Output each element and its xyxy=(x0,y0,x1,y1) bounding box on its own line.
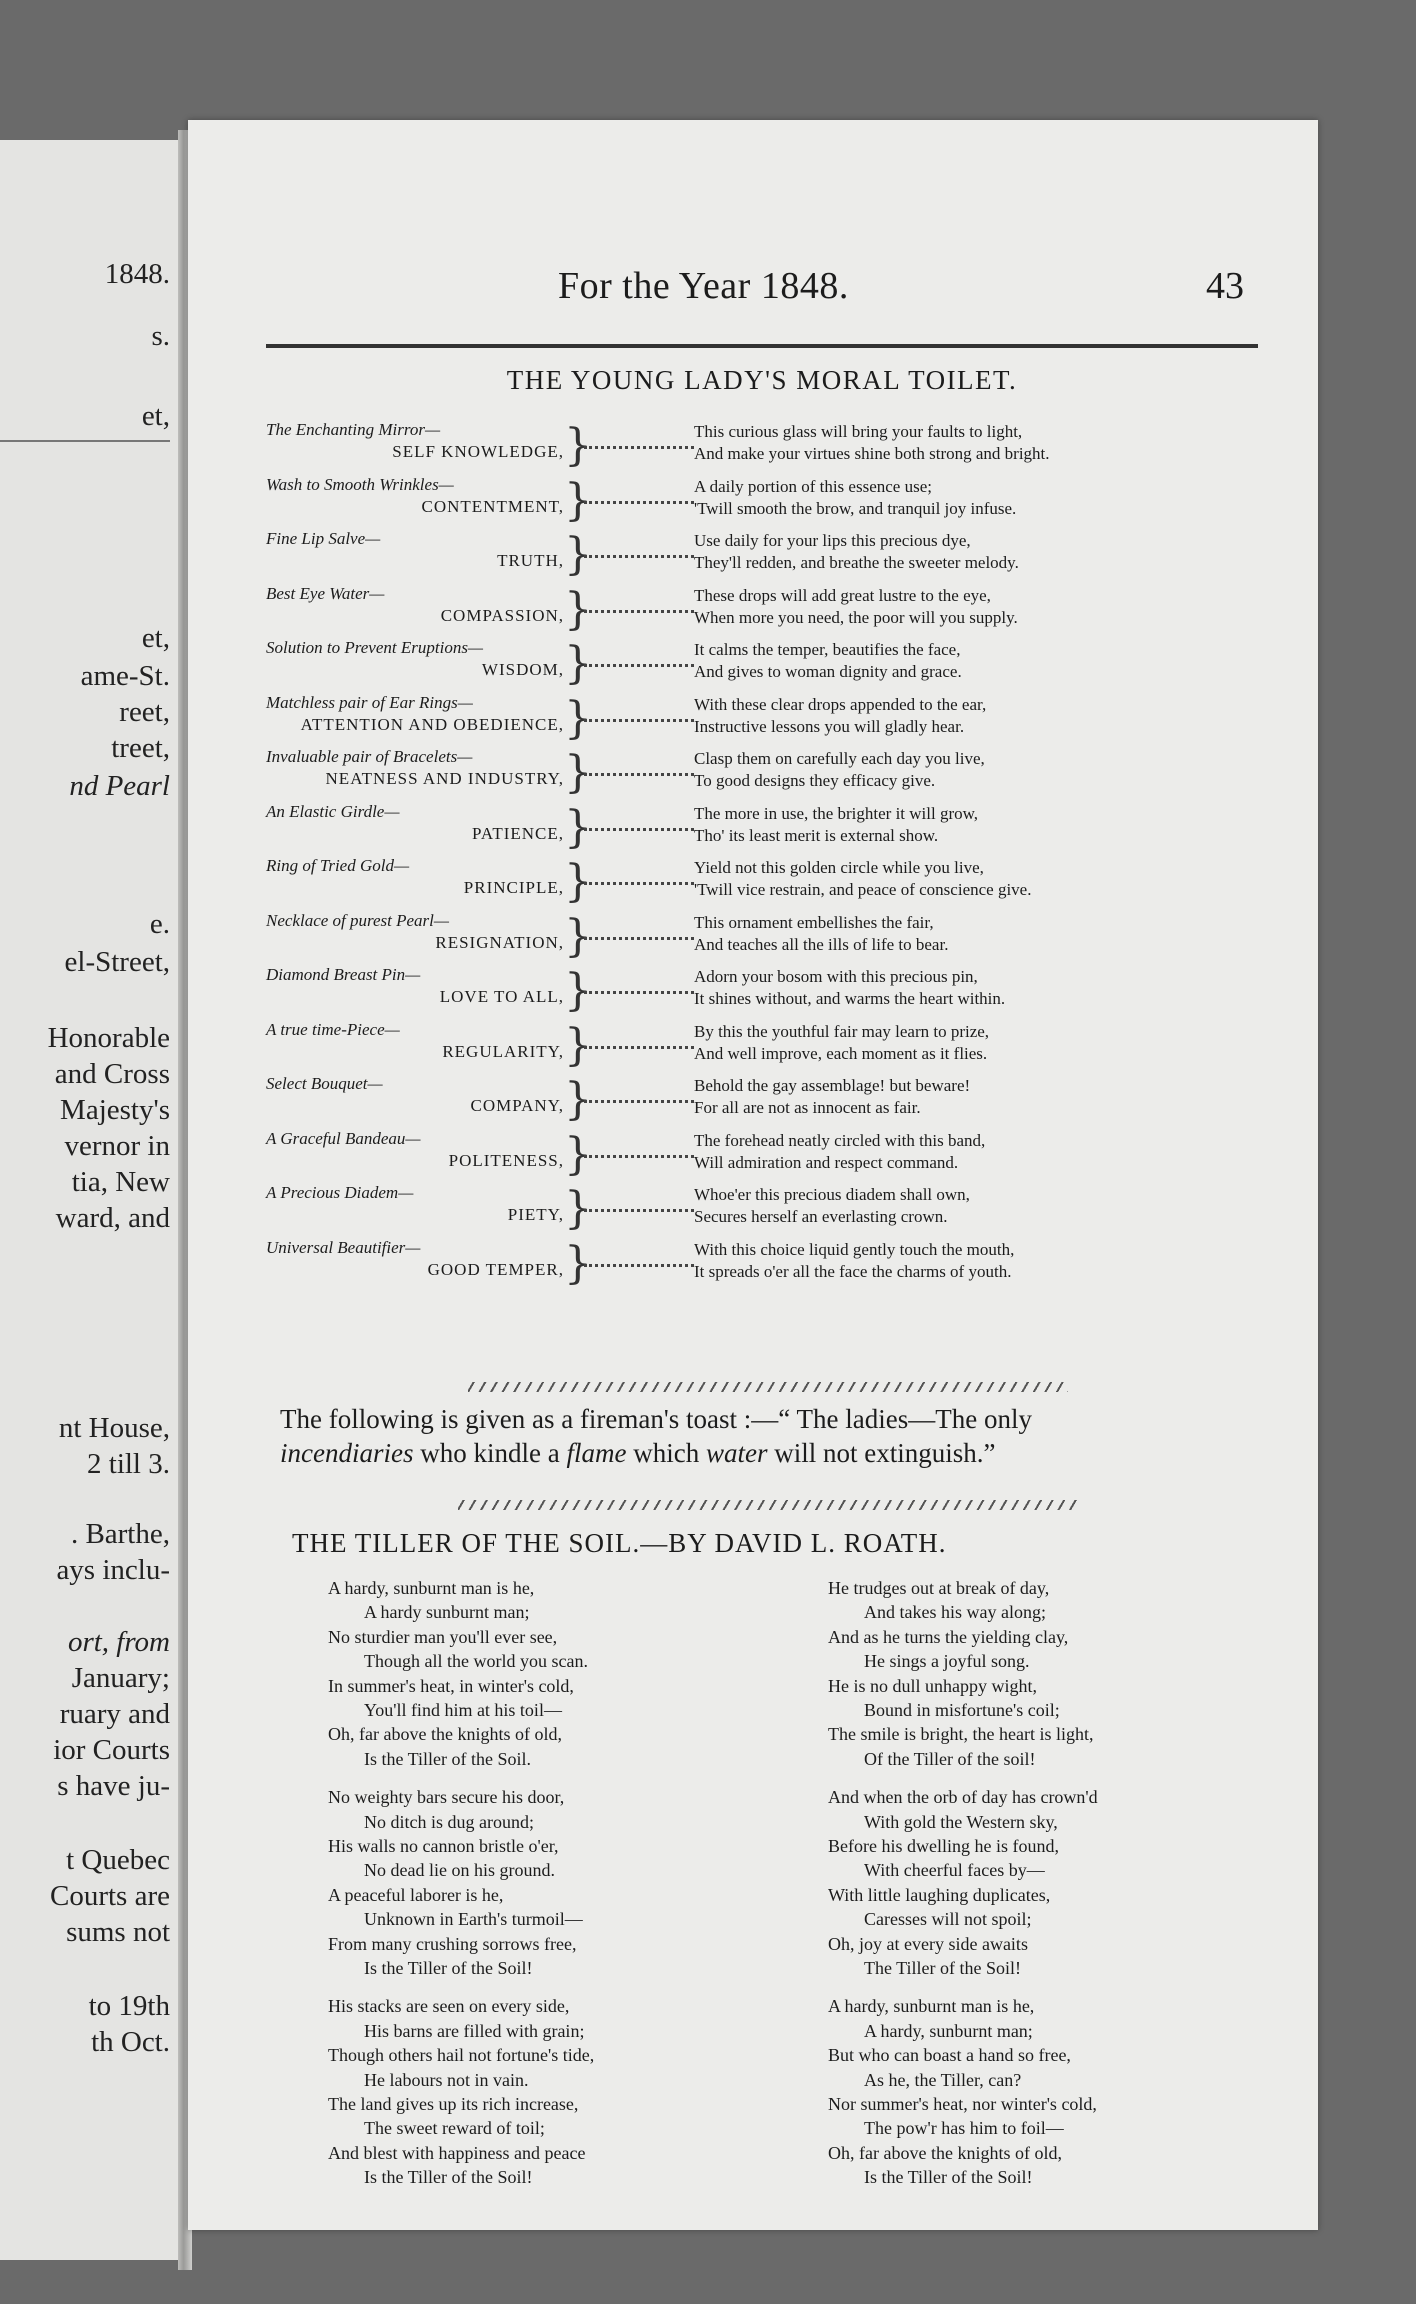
toilet-item-verse-2: Instructive lessons you will gladly hear. xyxy=(694,716,965,736)
dot-leader xyxy=(584,937,694,942)
toilet-item-virtue: PATIENCE, xyxy=(472,823,564,843)
facing-page-text: and Cross xyxy=(54,1058,170,1090)
toilet-item-verse-1: Behold the gay assemblage! but beware! xyxy=(694,1076,971,1095)
toilet-title: THE YOUNG LADY'S MORAL TOILET. xyxy=(506,365,1018,395)
toilet-item-verse-1: The more in use, the brighter it will grow, xyxy=(694,803,979,823)
toilet-item-virtue: TRUTH, xyxy=(497,551,564,570)
facing-page-text: 2 till 3. xyxy=(87,1448,170,1480)
toilet-item-virtue: ATTENTION AND OBEDIENCE, xyxy=(300,714,564,734)
facing-page-text: treet, xyxy=(111,732,170,764)
toilet-item-label: Universal Beautifier— xyxy=(266,1237,421,1257)
facing-page-text: January; xyxy=(71,1662,170,1694)
poem-line: He trudges out at break of day, xyxy=(828,1578,1050,1598)
toilet-item-verse-1: Yield not this golden circle while you live, xyxy=(694,858,984,877)
toilet-item-verse-2: And well improve, each moment as it flies. xyxy=(694,1043,988,1063)
toilet-item-verse-2: For all are not as innocent as fair. xyxy=(694,1098,921,1117)
facing-page-text: et, xyxy=(141,622,170,654)
dot-leader xyxy=(584,1155,694,1160)
facing-page-text: Majesty's xyxy=(60,1094,170,1126)
poem-line: The sweet reward of toil; xyxy=(364,2118,545,2139)
toast-which: which xyxy=(626,1438,706,1468)
dot-leader xyxy=(584,446,694,451)
wavy-divider-2 xyxy=(458,1500,1078,1510)
toilet-item-verse-1: This ornament embellishes the fair, xyxy=(694,912,934,932)
facing-page-text: . Barthe, xyxy=(70,1518,170,1550)
toilet-item-label: A true time-Piece— xyxy=(266,1019,400,1039)
toilet-item-label: Wash to Smooth Wrinkles— xyxy=(266,474,454,494)
dot-leader xyxy=(584,1209,694,1214)
brace-glyph: } xyxy=(564,692,592,744)
toilet-item xyxy=(266,1020,1276,1074)
facing-page-text: Courts are xyxy=(50,1880,170,1912)
poem-line: And takes his way along; xyxy=(864,1602,1046,1623)
toilet-item xyxy=(266,529,1276,583)
poem-line: The pow'r has him to foil— xyxy=(864,2118,1064,2139)
toilet-item-label: A Graceful Bandeau— xyxy=(266,1128,421,1148)
facing-page-text: ame-St. xyxy=(80,660,170,692)
toilet-item xyxy=(266,802,1276,856)
toilet-item-virtue: POLITENESS, xyxy=(448,1150,564,1170)
toilet-item-label: Ring of Tried Gold— xyxy=(266,856,410,875)
brace-glyph: } xyxy=(564,1074,592,1125)
toast-water: water xyxy=(705,1438,768,1468)
fireman-toast xyxy=(280,1402,1280,1470)
brace-glyph: } xyxy=(564,965,592,1016)
wavy-divider xyxy=(468,1382,1068,1392)
toilet-item-virtue: CONTENTMENT, xyxy=(421,496,564,516)
dot-leader xyxy=(584,501,694,506)
brace-glyph: } xyxy=(564,529,592,580)
poem-line: His barns are filled with grain; xyxy=(364,2020,585,2041)
facing-page-text: e. xyxy=(149,908,170,940)
dot-leader xyxy=(584,610,694,615)
facing-page-text: ruary and xyxy=(59,1698,170,1730)
toilet-item-virtue: WISDOM, xyxy=(481,660,564,679)
poem-line: He is no dull unhappy wight, xyxy=(828,1675,1037,1696)
brace-glyph: } xyxy=(564,801,592,853)
header-rule xyxy=(266,344,1258,348)
toilet-item xyxy=(266,856,1276,910)
page-number: 43 xyxy=(1206,265,1244,307)
toast-incendiaries: incendiaries xyxy=(280,1438,414,1468)
toilet-item xyxy=(266,1183,1276,1237)
page-43 xyxy=(188,120,1318,2230)
poem-line: In summer's heat, in winter's cold, xyxy=(328,1675,574,1696)
poem-line: Oh, joy at every side awaits xyxy=(828,1933,1028,1954)
poem-line: You'll find him at his toil— xyxy=(364,1700,562,1720)
poem-line: Of the Tiller of the soil! xyxy=(864,1748,1036,1769)
toilet-item xyxy=(266,693,1276,747)
toilet-item xyxy=(266,638,1276,692)
toilet-item-verse-1: Whoe'er this precious diadem shall own, xyxy=(694,1185,970,1204)
toilet-item-virtue: RESIGNATION, xyxy=(435,932,564,952)
toilet-item-verse-1: With this choice liquid gently touch the mouth, xyxy=(694,1239,1015,1259)
toilet-item-label: An Elastic Girdle— xyxy=(266,801,400,821)
poem-line: No ditch is dug around; xyxy=(364,1811,534,1832)
toilet-item-verse-1: A daily portion of this essence use; xyxy=(694,476,932,496)
toilet-item-verse-2: And gives to woman dignity and grace. xyxy=(694,662,962,681)
poem-line: Is the Tiller of the Soil! xyxy=(364,1958,533,1978)
toilet-item-verse-2: 'Twill vice restrain, and peace of conscience give. xyxy=(694,880,1032,899)
toilet-item-virtue: GOOD TEMPER, xyxy=(427,1259,564,1279)
brace-glyph: } xyxy=(564,420,592,471)
dot-leader xyxy=(584,882,694,887)
toilet-item-verse-2: And teaches all the ills of life to bear. xyxy=(694,934,949,954)
poem-line: Bound in misfortune's coil; xyxy=(864,1700,1060,1720)
poem-line: His stacks are seen on every side, xyxy=(328,1996,570,2017)
toilet-item-virtue: SELF KNOWLEDGE, xyxy=(392,442,564,461)
poem-line: Oh, far above the knights of old, xyxy=(828,2142,1062,2163)
facing-page-text: vernor in xyxy=(64,1130,170,1162)
dot-leader xyxy=(584,1046,694,1051)
dot-leader xyxy=(584,773,694,778)
poem-line: No dead lie on his ground. xyxy=(364,1860,555,1881)
toilet-item-verse-2: 'Twill smooth the brow, and tranquil joy infuse. xyxy=(694,498,1017,518)
facing-page-text: ior Courts xyxy=(53,1734,170,1766)
poem-line: His walls no cannon bristle o'er, xyxy=(328,1836,559,1856)
toilet-item xyxy=(266,420,1276,474)
toilet-item-label: Best Eye Water— xyxy=(266,583,385,603)
poem-line: Though others hail not fortune's tide, xyxy=(328,2045,595,2066)
poem-line: No sturdier man you'll ever see, xyxy=(328,1626,558,1647)
poem-line: Before his dwelling he is found, xyxy=(828,1836,1059,1856)
toilet-item xyxy=(266,911,1276,965)
toilet-item-verse-2: When more you need, the poor will you supply. xyxy=(694,607,1018,627)
facing-page-fragment xyxy=(0,140,178,2260)
facing-page-text: th Oct. xyxy=(91,2026,170,2058)
brace-glyph: } xyxy=(564,1128,592,1180)
poem-line: A hardy sunburnt man; xyxy=(364,1602,530,1623)
poem-line: And when the orb of day has crown'd xyxy=(828,1787,1098,1808)
toilet-item-verse-2: They'll redden, and breathe the sweeter melody. xyxy=(694,553,1019,572)
toilet-item xyxy=(266,1238,1276,1292)
poem-line: A hardy, sunburnt man is he, xyxy=(328,1578,535,1598)
toilet-item-label: Fine Lip Salve— xyxy=(266,529,381,548)
poem-line: Oh, far above the knights of old, xyxy=(328,1724,562,1745)
toilet-item xyxy=(266,1074,1276,1128)
facing-page-text: ward, and xyxy=(55,1202,170,1234)
poem-line: Unknown in Earth's turmoil— xyxy=(364,1909,583,1930)
dot-leader xyxy=(584,719,694,724)
dot-leader xyxy=(584,1264,694,1269)
facing-page-text: nt House, xyxy=(58,1412,170,1444)
toilet-item-virtue: PRINCIPLE, xyxy=(463,878,564,897)
toilet-item xyxy=(266,475,1276,529)
dot-leader xyxy=(584,1100,694,1105)
poem-line: As he, the Tiller, can? xyxy=(864,2069,1022,2090)
poem-title: THE TILLER OF THE SOIL.—BY DAVID L. ROATH. xyxy=(292,1528,947,1558)
poem-line: A hardy, sunburnt man; xyxy=(864,2020,1033,2041)
dot-leader xyxy=(584,991,694,996)
poem-line: With gold the Western sky, xyxy=(864,1811,1058,1832)
facing-page-text: sums not xyxy=(66,1916,170,1948)
toilet-item-verse-1: The forehead neatly circled with this band, xyxy=(694,1130,986,1150)
toilet-item-label: A Precious Diadem— xyxy=(266,1183,414,1202)
dot-leader xyxy=(584,828,694,833)
facing-page-text: s. xyxy=(151,320,170,352)
dot-leader xyxy=(584,664,694,669)
poem-line: But who can boast a hand so free, xyxy=(828,2045,1071,2066)
toilet-item-virtue: REGULARITY, xyxy=(442,1041,564,1061)
poem-line: Caresses will not spoil; xyxy=(864,1909,1032,1930)
toilet-item-label: The Enchanting Mirror— xyxy=(266,420,441,439)
brace-glyph: } xyxy=(564,583,592,635)
toilet-item-verse-2: And make your virtues shine both strong and bright. xyxy=(694,444,1050,463)
toilet-item-verse-2: It shines without, and warms the heart within. xyxy=(694,989,1006,1008)
poem-line: A peaceful laborer is he, xyxy=(328,1884,504,1905)
facing-page-text: ays inclu- xyxy=(56,1554,170,1586)
toilet-item-verse-1: It calms the temper, beautifies the face, xyxy=(694,640,961,659)
poem-line: With cheerful faces by— xyxy=(864,1860,1045,1881)
dot-leader xyxy=(584,555,694,560)
toilet-item-virtue: COMPANY, xyxy=(470,1096,564,1115)
facing-page-text: el-Street, xyxy=(64,946,170,978)
toilet-item-verse-2: Will admiration and respect command. xyxy=(694,1152,959,1172)
poem-line: The land gives up its rich increase, xyxy=(328,2094,579,2114)
toilet-item-verse-2: Tho' its least merit is external show. xyxy=(694,825,939,845)
facing-page-text: reet, xyxy=(119,696,170,728)
toilet-item-verse-2: It spreads o'er all the face the charms of youth. xyxy=(694,1261,1012,1281)
toilet-item-label: Invaluable pair of Bracelets— xyxy=(266,747,473,766)
toilet-item-label: Diamond Breast Pin— xyxy=(266,965,421,984)
brace-glyph: } xyxy=(564,747,592,798)
toilet-item xyxy=(266,1129,1276,1183)
poem-line: Though all the world you scan. xyxy=(364,1651,588,1672)
toilet-item-verse-1: Adorn your bosom with this precious pin, xyxy=(694,967,978,986)
brace-glyph: } xyxy=(564,856,592,907)
toilet-item-verse-1: This curious glass will bring your faults to light, xyxy=(694,422,1023,441)
facing-page-text: 1848. xyxy=(104,258,170,290)
toilet-item-verse-1: By this the youthful fair may learn to prize, xyxy=(694,1021,990,1041)
poem-line: The Tiller of the Soil! xyxy=(864,1958,1021,1978)
toilet-item xyxy=(266,965,1276,1019)
poem-line: And as he turns the yielding clay, xyxy=(828,1626,1069,1647)
brace-glyph: } xyxy=(564,1019,592,1071)
brace-glyph: } xyxy=(564,910,592,962)
facing-page-text: tia, New xyxy=(71,1166,170,1198)
toilet-item-label: Matchless pair of Ear Rings— xyxy=(266,692,473,712)
facing-page-text: to 19th xyxy=(88,1990,170,2022)
facing-page-text: t Quebec xyxy=(66,1844,170,1876)
facing-page-text: ort, from xyxy=(67,1626,170,1658)
toilet-item-label: Necklace of purest Pearl— xyxy=(266,910,450,930)
toilet-item-virtue: LOVE TO ALL, xyxy=(439,987,564,1006)
running-title: For the Year 1848. xyxy=(558,265,849,307)
poem-line: From many crushing sorrows free, xyxy=(328,1933,577,1954)
toilet-item-virtue: NEATNESS AND INDUSTRY, xyxy=(325,769,564,788)
toilet-item-verse-1: Use daily for your lips this precious dye, xyxy=(694,531,971,550)
toast-who-kindle: who kindle a xyxy=(413,1438,567,1468)
facing-page-text: Honorable xyxy=(47,1022,170,1054)
facing-page-rule xyxy=(0,440,170,442)
brace-glyph: } xyxy=(564,474,592,526)
poem-line: Is the Tiller of the Soil! xyxy=(364,2167,533,2188)
poem-line: The smile is bright, the heart is light, xyxy=(828,1724,1094,1745)
toast-flame: flame xyxy=(566,1438,627,1468)
facing-page-text: et, xyxy=(141,400,170,432)
poem-line: He labours not in vain. xyxy=(364,2069,529,2090)
poem-line: With little laughing duplicates, xyxy=(828,1884,1051,1905)
toilet-item-verse-2: Secures herself an everlasting crown. xyxy=(694,1207,948,1226)
poem-line: No weighty bars secure his door, xyxy=(328,1787,565,1808)
poem-line: Is the Tiller of the Soil. xyxy=(364,1748,532,1769)
toilet-item-verse-1: These drops will add great lustre to the eye, xyxy=(694,585,991,605)
toilet-item xyxy=(266,584,1276,638)
brace-glyph: } xyxy=(564,1237,592,1289)
toilet-item-verse-2: To good designs they efficacy give. xyxy=(694,771,936,790)
poem-line: Nor summer's heat, nor winter's cold, xyxy=(828,2094,1097,2114)
toilet-item-virtue: PIETY, xyxy=(507,1205,564,1224)
toast-part1: The following is given as a fireman's toast :—“ The ladies—The only xyxy=(280,1404,1032,1434)
facing-page-text: s have ju- xyxy=(57,1770,170,1802)
toilet-item-label: Select Bouquet— xyxy=(266,1074,383,1093)
poem-line: A hardy, sunburnt man is he, xyxy=(828,1996,1035,2017)
toilet-item-verse-1: Clasp them on carefully each day you live, xyxy=(694,749,985,768)
poem-line: And blest with happiness and peace xyxy=(328,2142,586,2163)
toilet-item-label: Solution to Prevent Eruptions— xyxy=(266,638,484,657)
toast-rest: will not extinguish.” xyxy=(767,1438,996,1468)
toilet-item xyxy=(266,747,1276,801)
poem-line: He sings a joyful song. xyxy=(864,1651,1030,1672)
toilet-item-virtue: COMPASSION, xyxy=(440,605,564,625)
brace-glyph: } xyxy=(564,638,592,689)
running-head xyxy=(188,264,1318,314)
poem-line: Is the Tiller of the Soil! xyxy=(864,2167,1033,2188)
brace-glyph: } xyxy=(564,1183,592,1234)
toilet-item-verse-1: With these clear drops appended to the ear, xyxy=(694,694,987,714)
facing-page-text: nd Pearl xyxy=(69,770,170,802)
